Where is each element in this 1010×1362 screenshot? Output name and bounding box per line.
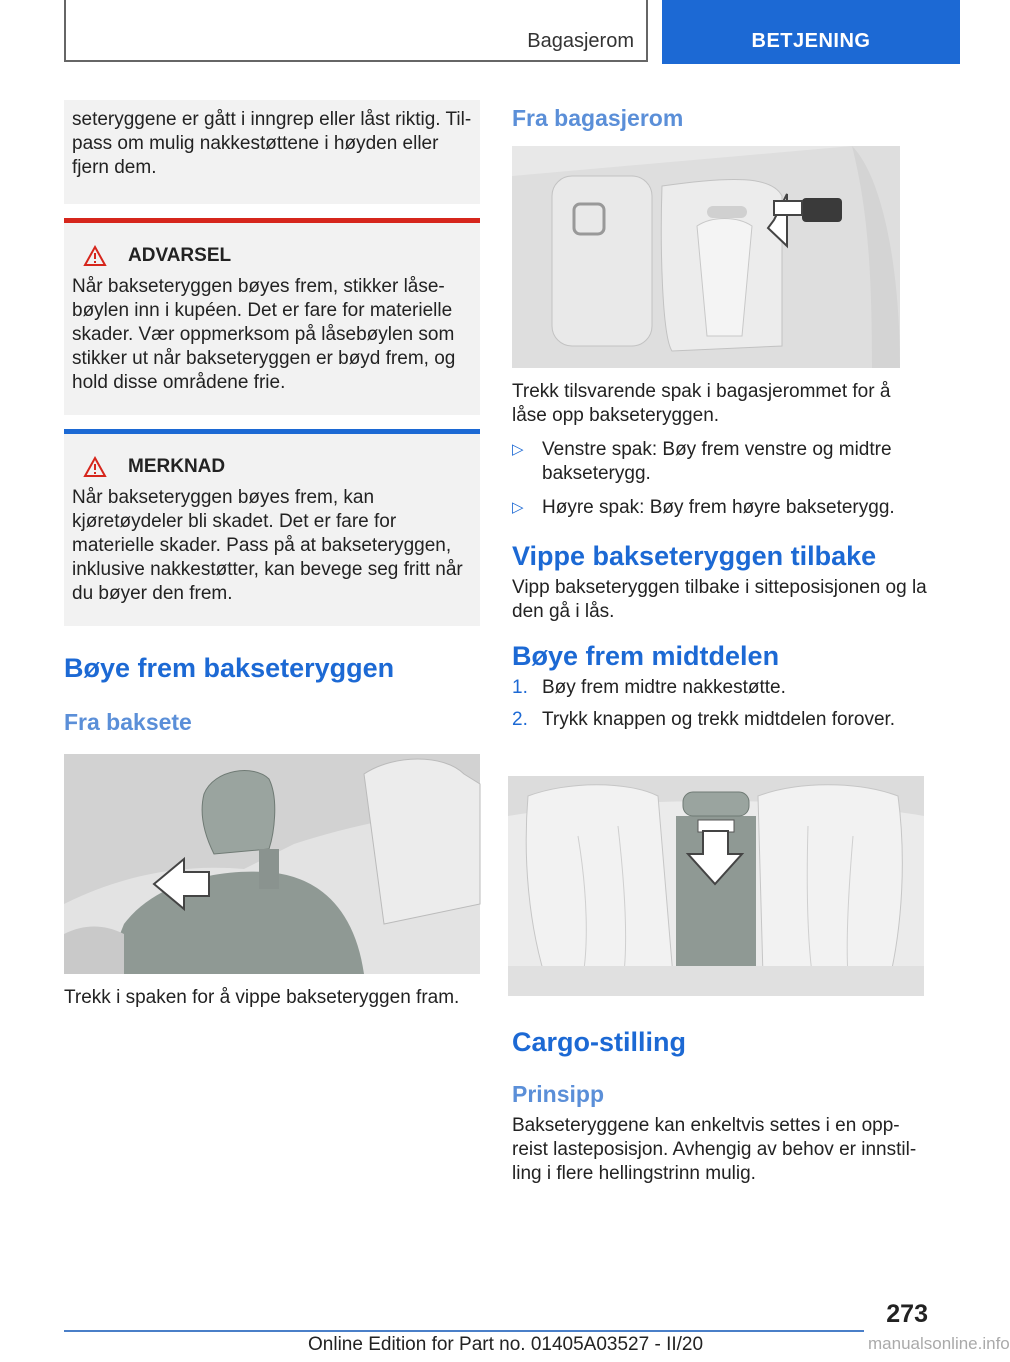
notice-title-text: MERKNAD — [128, 456, 226, 477]
fold-forward-heading: Bøye frem bakseteryggen — [64, 653, 395, 683]
principle-subheading: Prinsipp — [512, 1081, 605, 1107]
list-item — [512, 708, 928, 732]
bullet-text: Høyre spak: Bøy frem høyre bakseterygg. — [542, 497, 895, 518]
footer-watermark: manualsonline.info — [868, 1334, 1010, 1353]
footer-rule — [64, 1330, 864, 1332]
header-chapter-tab[interactable]: BETJENING — [662, 0, 960, 64]
note-continued — [64, 100, 480, 204]
middle-section-steps — [512, 676, 928, 732]
tilt-back-text: Vipp bakseteryggen tilbake i sitteposisjonen og la den gå i lås. — [512, 577, 927, 622]
rear-seat-lever-figure — [64, 754, 480, 974]
trunk-intro: Trekk tilsvarende spak i bagasjerommet for å låse opp bakseteryggen. — [512, 381, 891, 426]
right-column — [512, 104, 928, 740]
from-rear-seat-subheading: Fra baksete — [64, 709, 192, 735]
step-number: 1. — [512, 677, 528, 698]
middle-section-illustration — [508, 776, 924, 996]
step-text: Bøy frem midtre nakkestøtte. — [542, 677, 786, 698]
bullet-text: Venstre spak: Bøy frem venstre og midtre bakseterygg. — [542, 439, 892, 484]
notice-text: Når bakseteryggen bøyes frem, kan kjøretøydeler bli skadet. Det er fare for materielle skader. Pass på at bakseteryggen, inklusive nakkestøtter, kan bevege seg fritt når du bøyer den frem. — [72, 487, 463, 604]
list-item — [512, 438, 928, 486]
warning-text: Når bakseteryggen bøyes frem, stikker låsebøylen inn i kupéen. Det er fare for materielle skader. Vær oppmerksom på låsebøylen som stikker ut når bakseteryggen er bøyd frem, og hold disse områdene frie. — [72, 276, 456, 393]
header-section: Bagasjerom — [527, 30, 634, 52]
tilt-back-heading: Vippe bakseteryggen tilbake — [512, 541, 877, 571]
middle-section-heading: Bøye frem midtdelen — [512, 641, 780, 671]
page-number: 273 — [886, 1300, 928, 1328]
warning-title-text: ADVARSEL — [128, 245, 232, 266]
note-continued-text: seteryggene er gått i inngrep eller låst riktig. Tilpass om mulig nakkestøttene i høyden eller fjern dem. — [72, 109, 472, 178]
principle-text: Bakseteryggene kan enkeltvis settes i en oppreist lasteposisjon. Avhengig av behov er innstilling i flere hellingstrinn mulig. — [512, 1115, 917, 1184]
warning-title — [72, 245, 472, 267]
notice-title — [72, 456, 472, 478]
left-column — [64, 100, 480, 1010]
from-trunk-subheading: Fra bagasjerom — [512, 105, 684, 131]
middle-section-figure — [508, 776, 924, 996]
notice-triangle-icon — [84, 457, 106, 477]
notice-box — [64, 429, 480, 626]
list-item — [512, 496, 928, 520]
rear-seat-illustration — [64, 754, 480, 974]
step-number: 2. — [512, 709, 528, 730]
triangle-bullet-icon: ▷ — [512, 441, 524, 458]
trunk-lever-figure — [512, 146, 900, 368]
warning-triangle-icon — [84, 246, 106, 266]
lever-bullet-list — [512, 438, 928, 520]
triangle-bullet-icon: ▷ — [512, 499, 524, 516]
cargo-section — [512, 1026, 928, 1186]
rear-seat-caption: Trekk i spaken for å vippe bakseteryggen fram. — [64, 987, 460, 1008]
step-text: Trykk knappen og trekk midtdelen forover. — [542, 709, 896, 730]
list-item — [512, 676, 928, 700]
footer-edition: Online Edition for Part no. 01405A03527 - II/20 — [308, 1334, 704, 1355]
warning-box — [64, 218, 480, 415]
trunk-illustration — [512, 146, 900, 368]
cargo-heading: Cargo-stilling — [512, 1027, 686, 1057]
